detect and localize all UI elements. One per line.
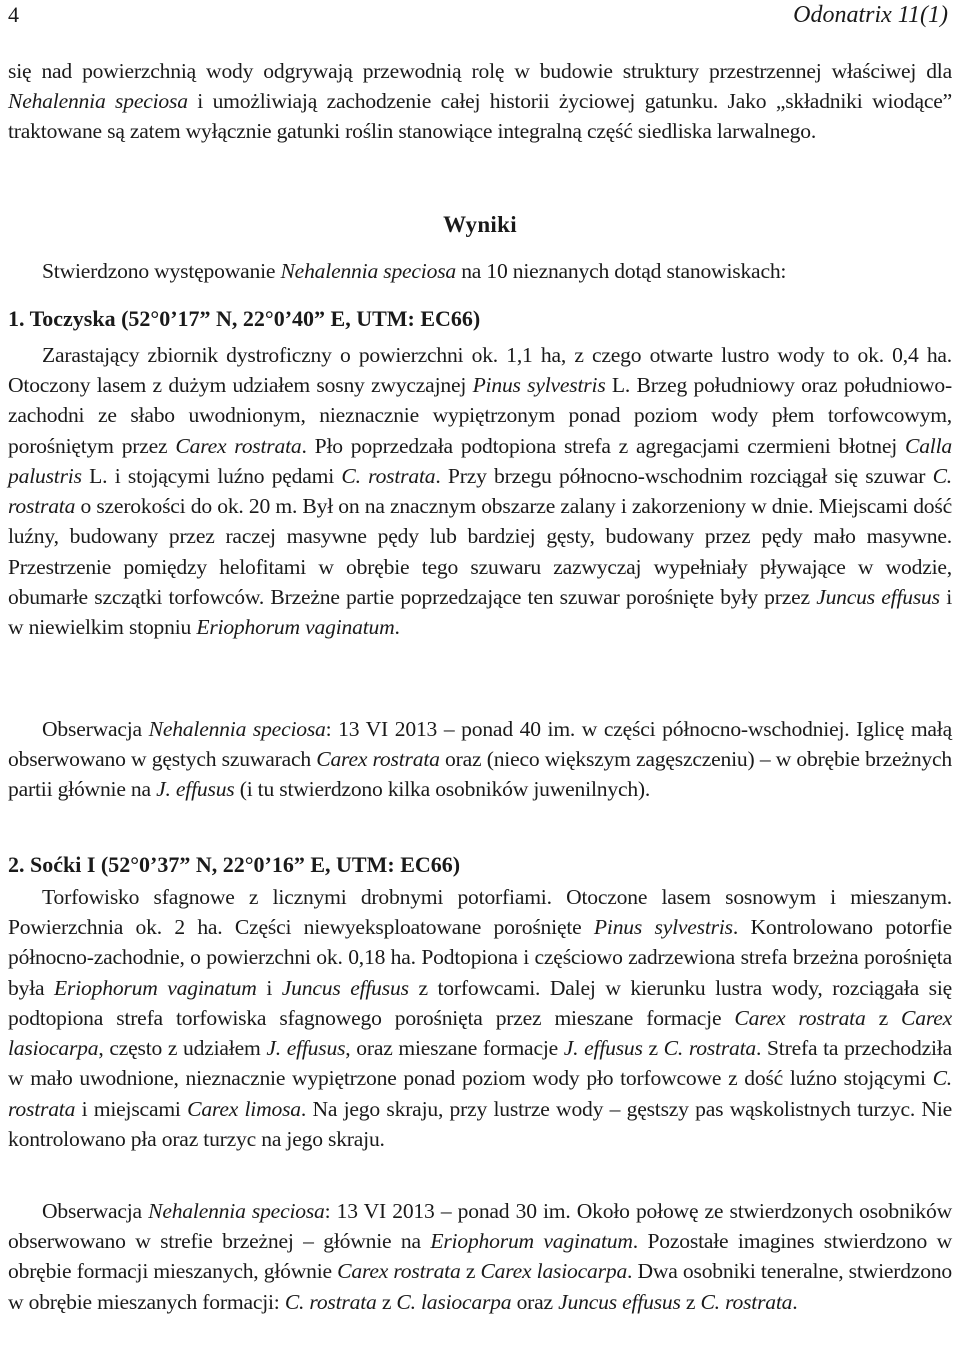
species-name: Nehalennia speciosa [8,89,188,114]
species-name: J. effusus [266,1036,346,1061]
text-run: . Dwa osobniki teneralne, stwierdzono w obrębie mieszanych formacji: [8,1259,953,1314]
text-run: i miejscami [75,1096,188,1121]
text-run: , oraz mieszane formacje [345,1036,564,1061]
species-name: Carex lasiocarpa [8,1005,952,1061]
site-heading-socki-i: 2. Soćki I (52°0’37” N, 22°0’16” E, UTM: EC66) [8,852,461,877]
text-run: z [865,1005,902,1030]
text-run: (i tu stwierdzono kilka osobników juwenilnych). [234,777,651,802]
text-run: L. Brzeg południowy oraz południowo-zachodni ze słabo uwodnionym, nieznacznie wypiętrzonym ponad poziom wody płem torfowcowym, porośniętym przez [8,373,952,458]
paragraph-results-intro [8,256,952,286]
text-run: się nad powierzchnią wody odgrywają przewodnią rolę w budowie struktury przestrzennej właściwej dla [8,59,952,83]
species-name: Calla palustris [8,433,952,488]
paragraph-site-1-description [8,340,952,642]
text-run: z [460,1259,481,1284]
species-name: Pinus sylvestris [593,915,733,940]
text-run: Torfowisko sfagnowe z licznymi drobnymi potorfiami. Otoczone lasem sosnowym i mieszanym. Powierzchnia ok. 2 ha. Części niewyeksploatowane porośnięte [8,885,952,940]
species-name: C. rostrata [663,1036,757,1061]
species-name: Nehalennia speciosa [148,1199,325,1223]
species-name: Carex rostrata [316,747,440,772]
text-run: i umożliwiają zachodzenie całej historii życiowej gatunku. Jako „składniki wiodące” traktowane są zatem wyłącznie gatunki roślin stanowiące integralną część siedliska larwalnego. [8,89,952,144]
text-run: oraz (nieco większym zagęszczeniu) – w obrębie brzeżnych partii głównie na [8,747,952,802]
text-run: : 13 VI 2013 – ponad 40 im. w części północno-wschodniej. Iglicę małą obserwowano w gęstych szuwarach [8,717,952,772]
text-run: . Przy brzegu północno-wschodnim rozciągał się szuwar [435,463,933,488]
species-name: C. rostrata [284,1289,377,1314]
text-run: Stwierdzono występowanie [42,259,281,283]
text-run: , często z udziałem [98,1036,267,1061]
species-name: C. rostrata [8,1066,952,1121]
site-heading-toczyska: 1. Toczyska (52°0’17” N, 22°0’40” E, UTM: EC66) [8,306,481,331]
text-run: z [642,1036,664,1061]
species-name: Carex limosa [187,1096,301,1121]
paragraph-site-1-observation [8,714,952,805]
text-run: na 10 nieznanych dotąd stanowiskach: [456,259,787,283]
species-name: C. rostrata [341,463,436,488]
text-run: . [792,1289,798,1314]
text-run: Zarastający zbiornik dystroficzny o powierzchni ok. 1,1 ha, z czego otwarte lustro wody to ok. 0,4 ha. Otoczony lasem z dużym udziałem sosny zwyczajnej [8,343,952,398]
species-name: Eriophorum vaginatum [430,1229,633,1254]
paragraph-habitat-components [8,56,952,147]
text-run: i [256,975,282,1000]
text-run: . Pozostałe imagines stwierdzono w obrębie formacji mieszanych, głównie [8,1229,952,1284]
species-name: C. rostrata [700,1289,793,1314]
section-heading-results: Wyniki [443,212,517,237]
text-run: L. i stojącymi luźno pędami [81,463,342,488]
species-name: J. effusus [563,1036,643,1061]
species-name: Carex lasiocarpa [480,1259,628,1284]
species-name: C. rostrata [8,463,952,519]
species-name: Eriophorum vaginatum [54,975,257,1000]
text-run: i w niewielkim stopniu [8,584,953,639]
text-run: Obserwacja [42,1199,149,1223]
text-run: z torfowcami. Dalej w kierunku lustra wody, rozciągała się podtopiona strefa torfowiska sfagnowego porośnięta przez mieszane formacje [8,975,953,1030]
page-number: 4 [8,2,19,27]
species-name: Eriophorum vaginatum [196,614,395,639]
text-run: oraz [511,1289,559,1314]
species-name: Carex rostrata [337,1259,461,1284]
text-run: z [376,1289,397,1314]
text-run: Obserwacja [42,717,149,741]
text-run: z [680,1289,701,1314]
text-run: . Kontrolowano potorfie północno-zachodnie, o powierzchni ok. 0,18 ha. Podtopiona i częściowo zadrzewiona strefa brzeżna porośnięta była [8,915,952,1000]
species-name: Carex rostrata [175,433,302,458]
species-name: Carex rostrata [734,1005,866,1030]
species-name: Juncus effusus [558,1289,681,1314]
species-name: Nehalennia speciosa [280,259,457,283]
text-run: o szerokości do ok. 20 m. Był on na znacznym obszarze zalany i zakorzeniony w dnie. Miejscami dość luźny, budowany przez raczej masywne pędy lub bardziej gęsty, budowany przez pędy mało masywne. Przestrzenie pomiędzy helofitami w obrębie tego szuwaru zazwyczaj wypełniały pływające w wodzie, obumarłe szczątki torfowców. Brzeżne partie poprzedzające ten szuwar porośnięte były przez [8,494,952,609]
journal-running-header: Odonatrix 11(1) [793,2,948,28]
species-name: Juncus effusus [816,584,940,609]
text-run: . Pło poprzedzała podtopiona strefa z agregacjami czermieni błotnej [301,433,905,458]
species-name: C. lasiocarpa [396,1289,512,1314]
species-name: Nehalennia speciosa [148,717,326,741]
paragraph-site-2-description [8,882,952,1154]
text-run: : 13 VI 2013 – ponad 30 im. Około połowę ze stwierdzonych osobników obserwowano w strefie brzeżnej – głównie na [8,1199,952,1254]
species-name: Pinus sylvestris [472,373,606,398]
species-name: Juncus effusus [281,975,409,1000]
species-name: J. effusus [156,777,235,802]
text-run: . [394,614,400,639]
text-run: . Na jego skraju, przy lustrze wody – gęstszy pas wąskolistnych turzyc. Nie kontrolowano pła oraz turzyc na jego skraju. [8,1096,952,1151]
text-run: . Strefa ta przechodziła w mało uwodnione, nieznacznie wypiętrzone ponad poziom wody pło torfowcowe z dość luźno stojącymi [8,1036,952,1091]
paragraph-site-2-observation [8,1196,952,1317]
